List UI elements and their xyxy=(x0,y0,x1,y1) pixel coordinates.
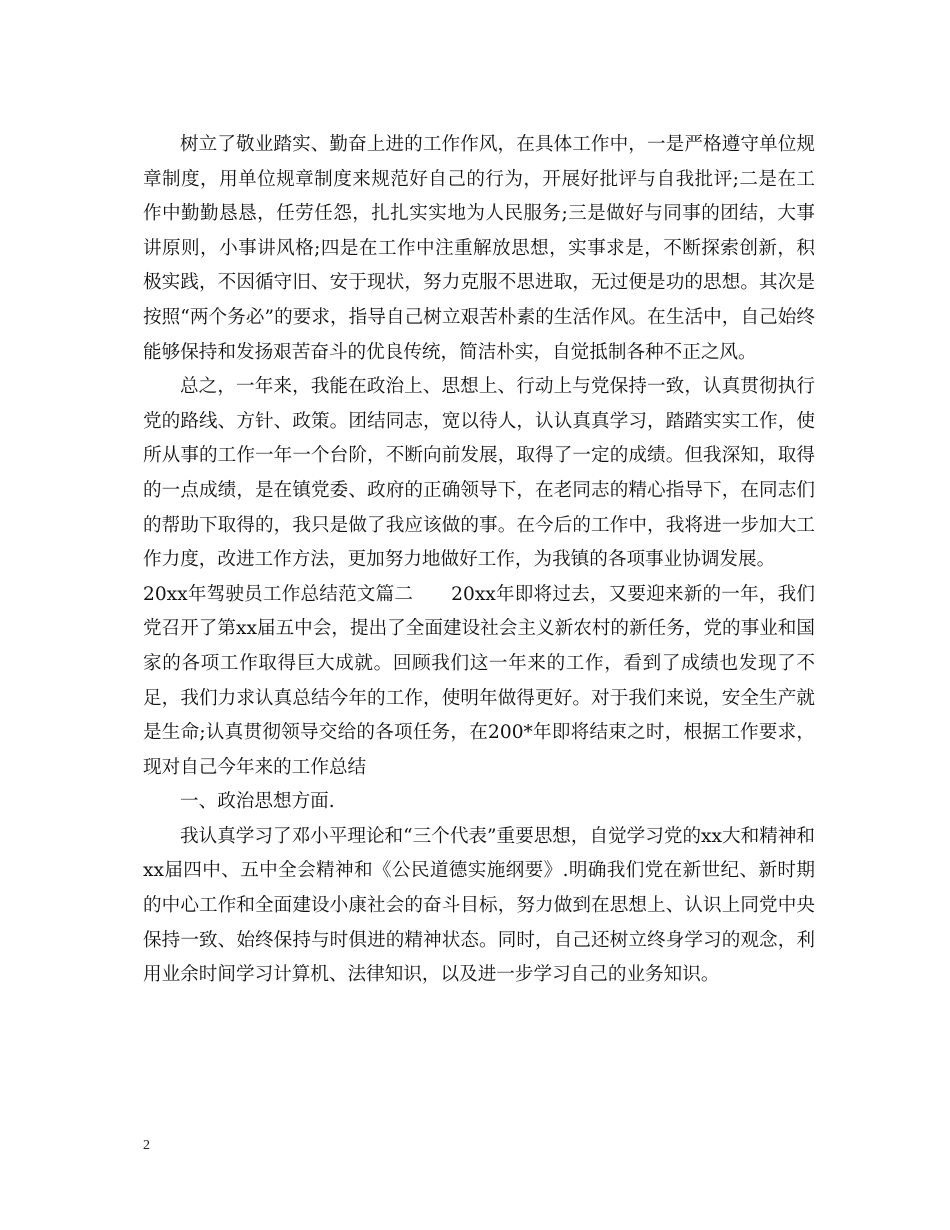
section-heading: 20xx年驾驶员工作总结范文篇二 xyxy=(143,583,414,605)
document-body xyxy=(143,128,815,993)
paragraph-work-style: 树立了敬业踏实、勤奋上进的工作作风，在具体工作中，一是严格遵守单位规章制度，用单位规章制度来规范好自己的行为，开展好批评与自我批评;二是在工作中勤勤恳恳，任劳任怨，扎扎实实地为人民服务;三是做好与同事的团结，大事讲原则，小事讲风格;四是在工作中注重解放思想，实事求是，不断探索创新，积极实践，不因循守旧、安于现状，努力克服不思进取，无过便是功的思想。其次是按照“两个务必”的要求，指导自己树立艰苦朴素的生活作风。在生活中，自己始终能够保持和发扬艰苦奋斗的优良传统，简洁朴实，自觉抵制各种不正之风。 xyxy=(143,134,815,363)
paragraph-political-heading: 一、政治思想方面. xyxy=(180,791,335,813)
paragraph-study: 我认真学习了邓小平理论和“三个代表”重要思想，自觉学习党的xx大和精神和xx届四中、五中全会精神和《公民道德实施纲要》.明确我们党在新世纪、新时期的中心工作和全面建设小康社会的奋斗目标，努力做到在思想上、认识上同党中央保持一致、始终保持与时俱进的精神状态。同时，自己还树立终身学习的观念，利用业余时间学习计算机、法律知识，以及进一步学习自己的业务知识。 xyxy=(143,825,815,986)
page-number: 2 xyxy=(143,1138,150,1153)
paragraph-section-two xyxy=(143,578,815,786)
paragraph-summary: 总之，一年来，我能在政治上、思想上、行动上与党保持一致，认真贯彻执行党的路线、方针、政策。团结同志，宽以待人，认认真真学习，踏踏实实工作，使所从事的工作一年一个台阶，不断向前发展，取得了一定的成绩。但我深知，取得的一点成绩，是在镇党委、政府的正确领导下，在老同志的精心指导下，在同志们的帮助下取得的，我只是做了我应该做的事。在今后的工作中，我将进一步加大工作力度，改进工作方法，更加努力地做好工作，为我镇的各项事业协调发展。 xyxy=(143,376,815,571)
section-two-text: 20xx年即将过去，又要迎来新的一年，我们党召开了第xx届五中会，提出了全面建设社会主义新农村的新任务，党的事业和国家的各项工作取得巨大成就。回顾我们这一年来的工作，看到了成绩也发现了不足，我们力求认真总结今年的工作，使明年做得更好。对于我们来说，安全生产就是生命;认真贯彻领导交给的各项任务，在200*年即将结束之时，根据工作要求，现对自己今年来的工作总结 xyxy=(143,583,815,778)
